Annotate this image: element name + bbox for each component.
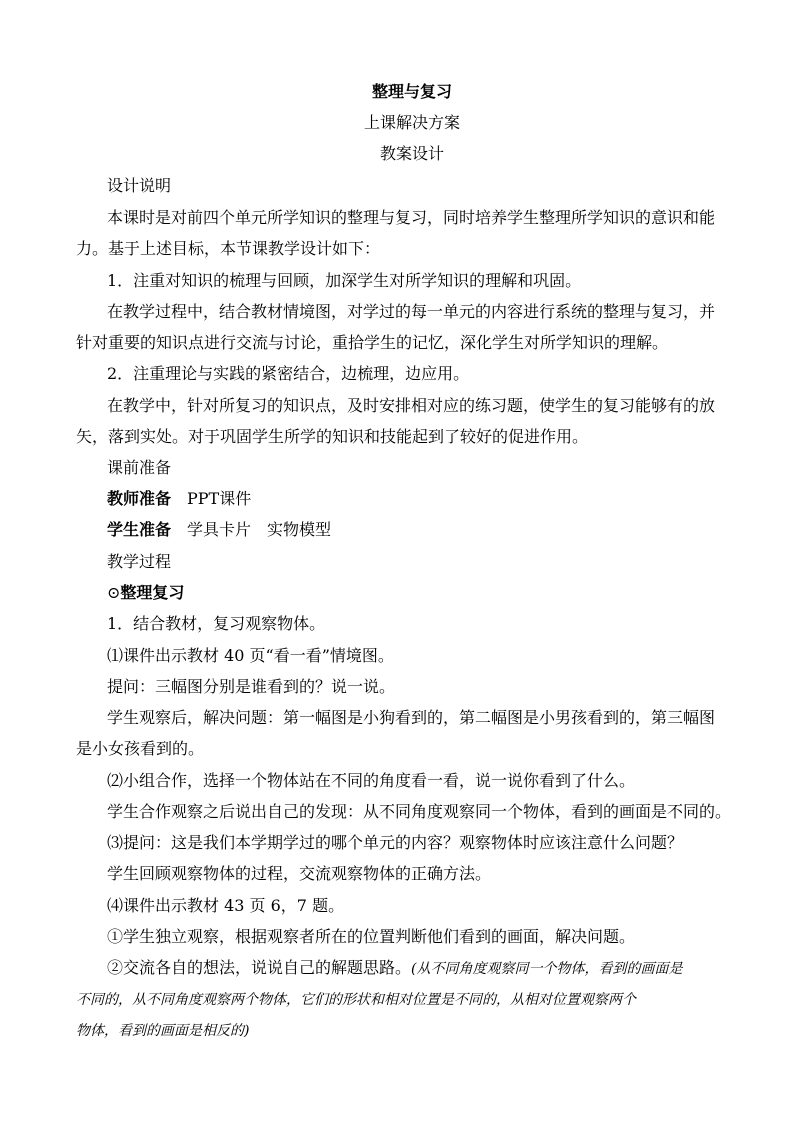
step-1-review: 学生回顾观察物体的过程，交流观察物体的正确方法。: [107, 864, 492, 883]
step-1-discovery: 学生合作观察之后说出自己的发现：从不同角度观察同一个物体，看到的画面是不同的。: [107, 802, 732, 821]
section-heading-process: 教学过程: [107, 552, 172, 571]
student-preparation-line: [107, 520, 331, 540]
paragraph-3-line-2: 矢，落到实处。对于巩固学生所学的知识和技能起到了较好的促进作用。: [76, 427, 589, 446]
circle-dot-icon: ⊙: [107, 583, 121, 602]
teacher-preparation-line: [107, 489, 251, 509]
subtitle-solution: 上课解决方案: [363, 113, 460, 132]
step-1-observe: ①学生独立观察，根据观察者所在的位置判断他们看到的画面，解决问题。: [107, 927, 636, 946]
section-heading-design: 设计说明: [107, 176, 172, 195]
step-1-answer-line-2: 是小女孩看到的。: [76, 739, 205, 758]
paragraph-3-line-1: 在教学中，针对所复习的知识点，及时安排相对应的练习题，使学生的复习能够有的放: [107, 396, 716, 415]
section-heading-preparation: 课前准备: [107, 458, 172, 477]
teacher-preparation-label: 教师准备: [107, 489, 172, 508]
step-1-substep-3: ⑶提问：这是我们本学期学过的哪个单元的内容？观察物体时应该注意什么问题？: [107, 833, 684, 852]
review-heading: [107, 583, 184, 603]
review-heading-text: 整理复习: [120, 583, 185, 602]
document-title: 整理与复习: [371, 82, 452, 101]
student-preparation-value: 学具卡片 实物模型: [187, 520, 332, 539]
step-1-note-line-2: 不同的，从不同角度观察两个物体，它们的形状和相对位置是不同的，从相对位置观察两个: [76, 992, 636, 1008]
step-1-discuss-line-1: [107, 958, 682, 979]
subtitle-lesson-design: 教案设计: [379, 144, 444, 163]
paragraph-1-line-2: 力。基于上述目标，本节课教学设计如下：: [76, 239, 381, 258]
step-1-answer-line-1: 学生观察后，解决问题：第一幅图是小狗看到的，第二幅图是小男孩看到的，第三幅图: [107, 708, 716, 727]
student-preparation-label: 学生准备: [107, 520, 172, 539]
paragraph-2-line-2: 针对重要的知识点进行交流与讨论，重拾学生的记忆，深化学生对所学知识的理解。: [76, 333, 669, 352]
step-1-note-line-3: 物体，看到的画面是相反的): [76, 1023, 250, 1039]
step-1-substep-1: ⑴课件出示教材 40 页“看一看”情境图。: [107, 646, 394, 665]
step-1-note-start: (从不同角度观察同一个物体，看到的画面是: [411, 961, 683, 977]
step-1: 1．结合教材，复习观察物体。: [107, 614, 326, 633]
step-1-substep-4: ⑷课件出示教材 43 页 6，7 题。: [107, 896, 345, 915]
teacher-preparation-value: PPT课件: [187, 489, 252, 508]
paragraph-1-line-1: 本课时是对前四个单元所学知识的整理与复习，同时培养学生整理所学知识的意识和能: [107, 208, 716, 227]
list-item-1: 1．注重对知识的梳理与回顾，加深学生对所学知识的理解和巩固。: [107, 271, 582, 290]
step-1-substep-2: ⑵小组合作，选择一个物体站在不同的角度看一看，说一说你看到了什么。: [107, 771, 636, 790]
list-item-2: 2．注重理论与实践的紧密结合，边梳理，边应用。: [107, 364, 470, 383]
step-1-discuss-text: ②交流各自的想法，说说自己的解题思路。: [107, 958, 412, 977]
step-1-question: 提问：三幅图分别是谁看到的？说一说。: [107, 677, 396, 696]
paragraph-2-line-1: 在教学过程中，结合教材情境图，对学过的每一单元的内容进行系统的整理与复习，并: [107, 302, 716, 321]
